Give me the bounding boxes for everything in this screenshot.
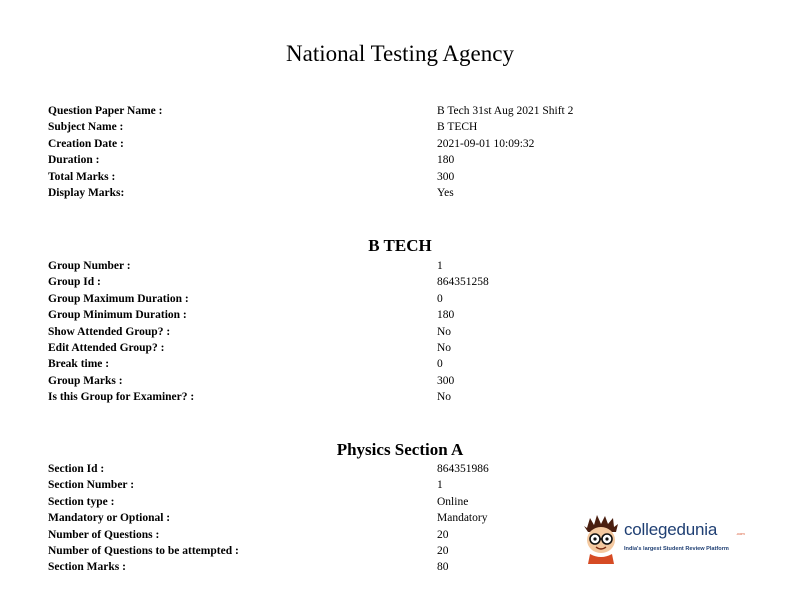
section-heading: Physics Section A <box>336 440 464 459</box>
mascot-icon <box>582 514 622 564</box>
info-label: Creation Date : <box>48 137 124 150</box>
info-label: Mandatory or Optional : <box>48 512 171 525</box>
info-row <box>48 389 748 405</box>
info-label: Duration : <box>48 154 100 167</box>
info-row <box>48 152 748 168</box>
info-row <box>48 136 748 152</box>
info-value: No <box>437 325 452 338</box>
info-value: 20 <box>437 528 449 541</box>
info-value: Mandatory <box>437 512 488 525</box>
info-label: Break time : <box>48 358 110 371</box>
info-label: Section Marks : <box>48 561 126 574</box>
info-label: Group Minimum Duration : <box>48 309 187 322</box>
logo-suffix: .com <box>736 531 745 536</box>
info-label: Section Id : <box>48 463 105 475</box>
info-value: B Tech 31st Aug 2021 Shift 2 <box>437 105 574 117</box>
info-value: Yes <box>437 186 454 199</box>
info-label: Group Number : <box>48 260 131 272</box>
document-title: National Testing Agency <box>286 41 514 66</box>
info-label: Section type : <box>48 495 115 508</box>
logo-wordmark: collegedunia <box>624 520 718 539</box>
info-value: 864351986 <box>437 463 489 475</box>
info-value: 1 <box>437 260 443 272</box>
info-label: Total Marks : <box>48 170 116 183</box>
group-heading: B TECH <box>368 236 432 255</box>
info-value: 300 <box>437 374 455 387</box>
info-value: 864351258 <box>437 276 489 289</box>
info-value: No <box>437 341 452 354</box>
info-row <box>48 119 748 135</box>
paper-info-block <box>48 103 748 201</box>
info-row <box>48 258 748 274</box>
info-label: Show Attended Group? : <box>48 325 171 338</box>
info-row <box>48 461 748 477</box>
info-label: Group Maximum Duration : <box>48 292 189 305</box>
info-label: Group Marks : <box>48 374 123 387</box>
info-value: 300 <box>437 170 455 183</box>
info-row <box>48 324 748 340</box>
collegedunia-logo <box>582 514 752 566</box>
info-row <box>48 356 748 372</box>
info-label: Group Id : <box>48 276 101 289</box>
info-row <box>48 373 748 389</box>
info-value: Online <box>437 495 469 508</box>
info-label: Question Paper Name : <box>48 105 163 117</box>
info-value: No <box>437 391 452 404</box>
info-value: 0 <box>437 358 443 371</box>
group-info-block <box>48 258 748 406</box>
info-label: Display Marks: <box>48 186 125 199</box>
info-label: Edit Attended Group? : <box>48 341 165 354</box>
info-row <box>48 307 748 323</box>
info-value: 2021-09-01 10:09:32 <box>437 137 535 150</box>
info-row <box>48 340 748 356</box>
info-row <box>48 103 748 119</box>
info-label: Number of Questions to be attempted : <box>48 544 239 557</box>
info-row <box>48 169 748 185</box>
info-label: Number of Questions : <box>48 528 160 541</box>
info-value: 0 <box>437 292 443 305</box>
info-row <box>48 274 748 290</box>
info-row <box>48 185 748 201</box>
info-label: Is this Group for Examiner? : <box>48 391 195 404</box>
info-value: 1 <box>437 479 443 492</box>
logo-tagline: India's largest Student Review Platform <box>624 546 729 552</box>
info-row <box>48 291 748 307</box>
info-value: 20 <box>437 544 449 557</box>
info-label: Subject Name : <box>48 121 124 134</box>
info-value: B TECH <box>437 121 478 134</box>
info-value: 180 <box>437 154 455 167</box>
info-row <box>48 477 748 493</box>
info-value: 80 <box>437 561 449 574</box>
info-row <box>48 494 748 510</box>
info-value: 180 <box>437 309 455 322</box>
info-label: Section Number : <box>48 479 135 492</box>
